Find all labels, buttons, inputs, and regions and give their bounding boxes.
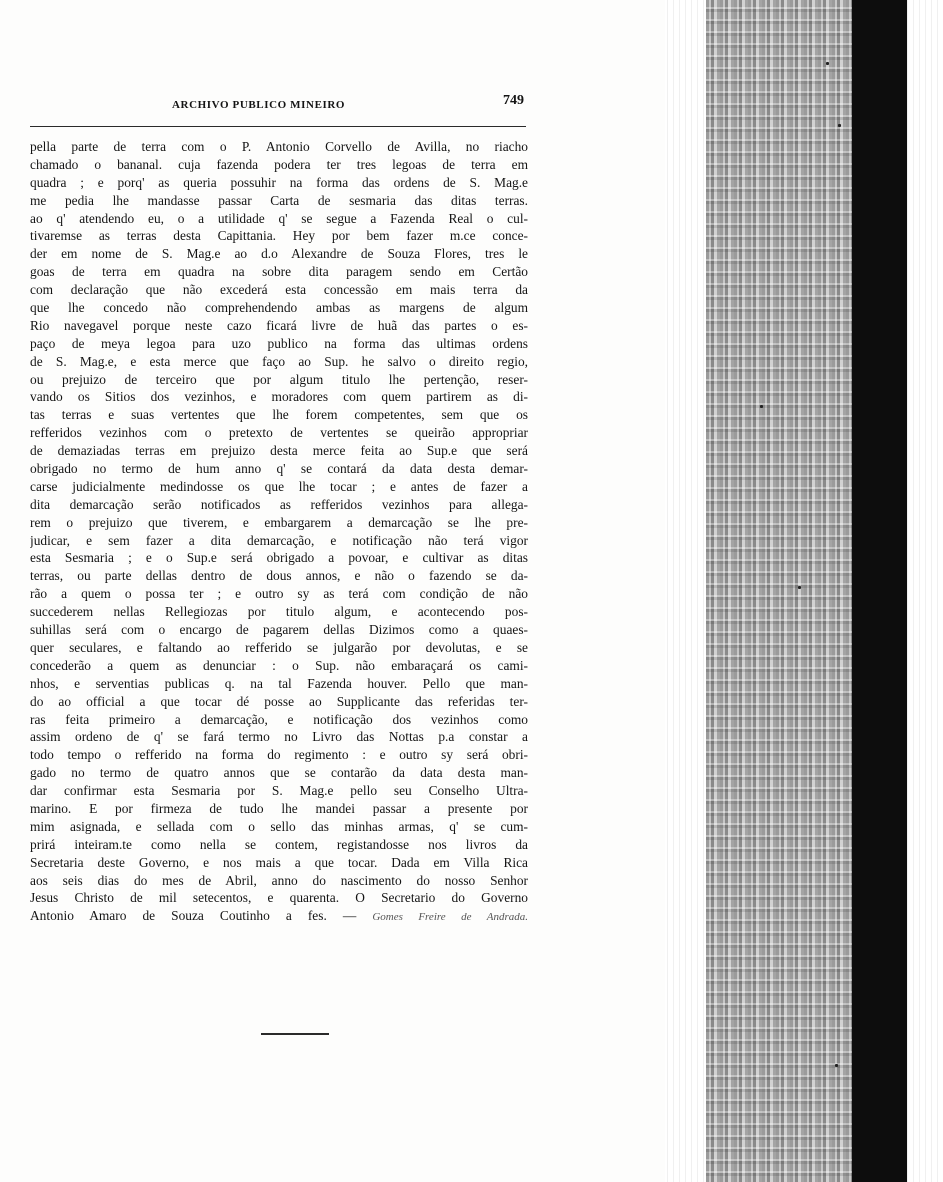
text-line: quer seculares, e faltando ao refferido se julgarão por devolutas, e se <box>30 639 528 655</box>
text-line: mim asignada, e sellada com o sello das minhas armas, q' se cum- <box>30 818 528 834</box>
text-line: tivaremse as terras desta Capittania. Hey por bem fazer m.ce conce- <box>30 228 528 244</box>
text-line: marino. E por firmeza de tudo lhe mandei passar a presente por <box>30 800 528 816</box>
scan-speck <box>760 405 763 408</box>
text-line: quadra ; e porq' as queria possuhir na forma das ordens de S. Mag.e <box>30 174 528 190</box>
text-line: ou prejuizo de terceiro que por algum titulo lhe pertenção, reser- <box>30 371 528 387</box>
text-line: chamado o bananal. cuja fazenda podera ter tres legoas de terra em <box>30 156 528 172</box>
text-line: todo tempo o refferido na forma do regimento : e outro sy será obri- <box>30 747 528 763</box>
text-line: que lhe concedo não comprehendendo ambas as margens de algum <box>30 300 528 316</box>
text-line: com declaração que não excederá esta concessão em mais terra da <box>30 282 528 298</box>
text-line: terras, ou parte dellas dentro de dous annos, e não o fazendo se da- <box>30 568 528 584</box>
final-line-text: Antonio Amaro de Souza Coutinho a fes. — <box>30 908 357 924</box>
text-line: aos seis dias do mes de Abril, anno do nascimento do nosso Senhor <box>30 872 528 888</box>
text-line-final <box>30 907 528 925</box>
text-line: succederem nellas Rellegiozas por titulo algum, e acontecendo pos- <box>30 604 528 620</box>
text-line: pella parte de terra com o P. Antonio Corvello de Avilla, no riacho <box>30 139 528 154</box>
text-line: ao q' atendendo eu, o a utilidade q' se segue a Fazenda Real o cul- <box>30 210 528 226</box>
text-line: nhos, e serventias publicas q. na tal Fazenda houver. Pello que man- <box>30 675 528 691</box>
text-line: vando os Sitios dos vezinhos, e moradores com quem partirem as di- <box>30 389 528 405</box>
text-line: esta Sesmaria ; e o Sup.e será obrigado a povoar, e cultivar as ditas <box>30 550 528 566</box>
text-line: carse judicialmente medindosse os que lhe tocar ; e antes de fazer a <box>30 478 528 494</box>
text-line: suhillas será com o encargo de pagarem dellas Dizimos como a quaes- <box>30 622 528 638</box>
text-line: Jesus Christo de mil setecentos, e quarenta. O Secretario do Governo <box>30 890 528 906</box>
document-body <box>30 138 528 925</box>
text-line: Secretaria deste Governo, e nos mais a que tocar. Dada em Villa Rica <box>30 854 528 870</box>
page-header <box>172 93 528 115</box>
text-line: concederão a quem as denunciar : o Sup. não embaraçará os cami- <box>30 657 528 673</box>
text-line: Rio navegavel porque neste cazo ficará livre de huã das partes o es- <box>30 317 528 333</box>
scan-speck <box>798 586 801 589</box>
header-rule <box>30 126 526 127</box>
text-line: goas de terra em quadra na sobre dita paragem sendo em Certão <box>30 264 528 280</box>
closing-rule <box>261 1033 329 1035</box>
text-line: gado no termo de quatro annos que se contarão da data desta man- <box>30 765 528 781</box>
text-line: dar confirmar esta Sesmaria por S. Mag.e pello seu Conselho Ultra- <box>30 783 528 799</box>
text-line: obrigado no termo de hum anno q' se contará da data desta demar- <box>30 461 528 477</box>
scan-speck <box>826 62 829 65</box>
scan-grey-band <box>706 0 852 1182</box>
text-line: der em nome de S. Mag.e ao d.o Alexandre de Souza Flores, tres le <box>30 246 528 262</box>
signature: Gomes Freire de Andrada. <box>372 911 528 924</box>
text-line: me pedia lhe mandasse passar Carta de sesmaria das ditas terras. <box>30 192 528 208</box>
text-line: de demaziadas terras em prejuizo desta merce feita ao Sup.e que será <box>30 443 528 459</box>
text-line: judicar, e sem fazer a dita demarcação, e notificação não terá vigor <box>30 532 528 548</box>
page-number: 749 <box>503 93 524 108</box>
running-title: ARCHIVO PUBLICO MINEIRO <box>172 99 346 111</box>
text-line: refferidos vezinhos com o pretexto de vertentes se queirão appropriar <box>30 425 528 441</box>
text-line: assim ordeno de q' se fará termo no Livro das Nottas p.a constar a <box>30 729 528 745</box>
text-line: de S. Mag.e, e esta merce que faço ao Sup. he salvo o direito regio, <box>30 353 528 369</box>
scan-black-band <box>852 0 907 1182</box>
text-line: ras feita primeiro a demarcação, e notificação dos vezinhos como <box>30 711 528 727</box>
text-line: dita demarcação serão notificados as refferidos vezinhos para allega- <box>30 496 528 512</box>
scan-speck <box>835 1064 838 1067</box>
text-line: rem o prejuizo que tiverem, e embargarem a demarcação se lhe pre- <box>30 514 528 530</box>
scan-speck <box>838 124 841 127</box>
text-line: do ao official a que tocar dé posse ao Supplicante das referidas ter- <box>30 693 528 709</box>
text-line: paço de meya legoa para uzo publico na forma das ultimas ordens <box>30 335 528 351</box>
text-line: rão a quem o possa ter ; e outro sy as terá com condição de não <box>30 586 528 602</box>
text-line: tas terras e suas vertentes que lhe forem competentes, sem que os <box>30 407 528 423</box>
text-line: prirá inteiram.te como nella se contem, registandosse nos livros da <box>30 836 528 852</box>
